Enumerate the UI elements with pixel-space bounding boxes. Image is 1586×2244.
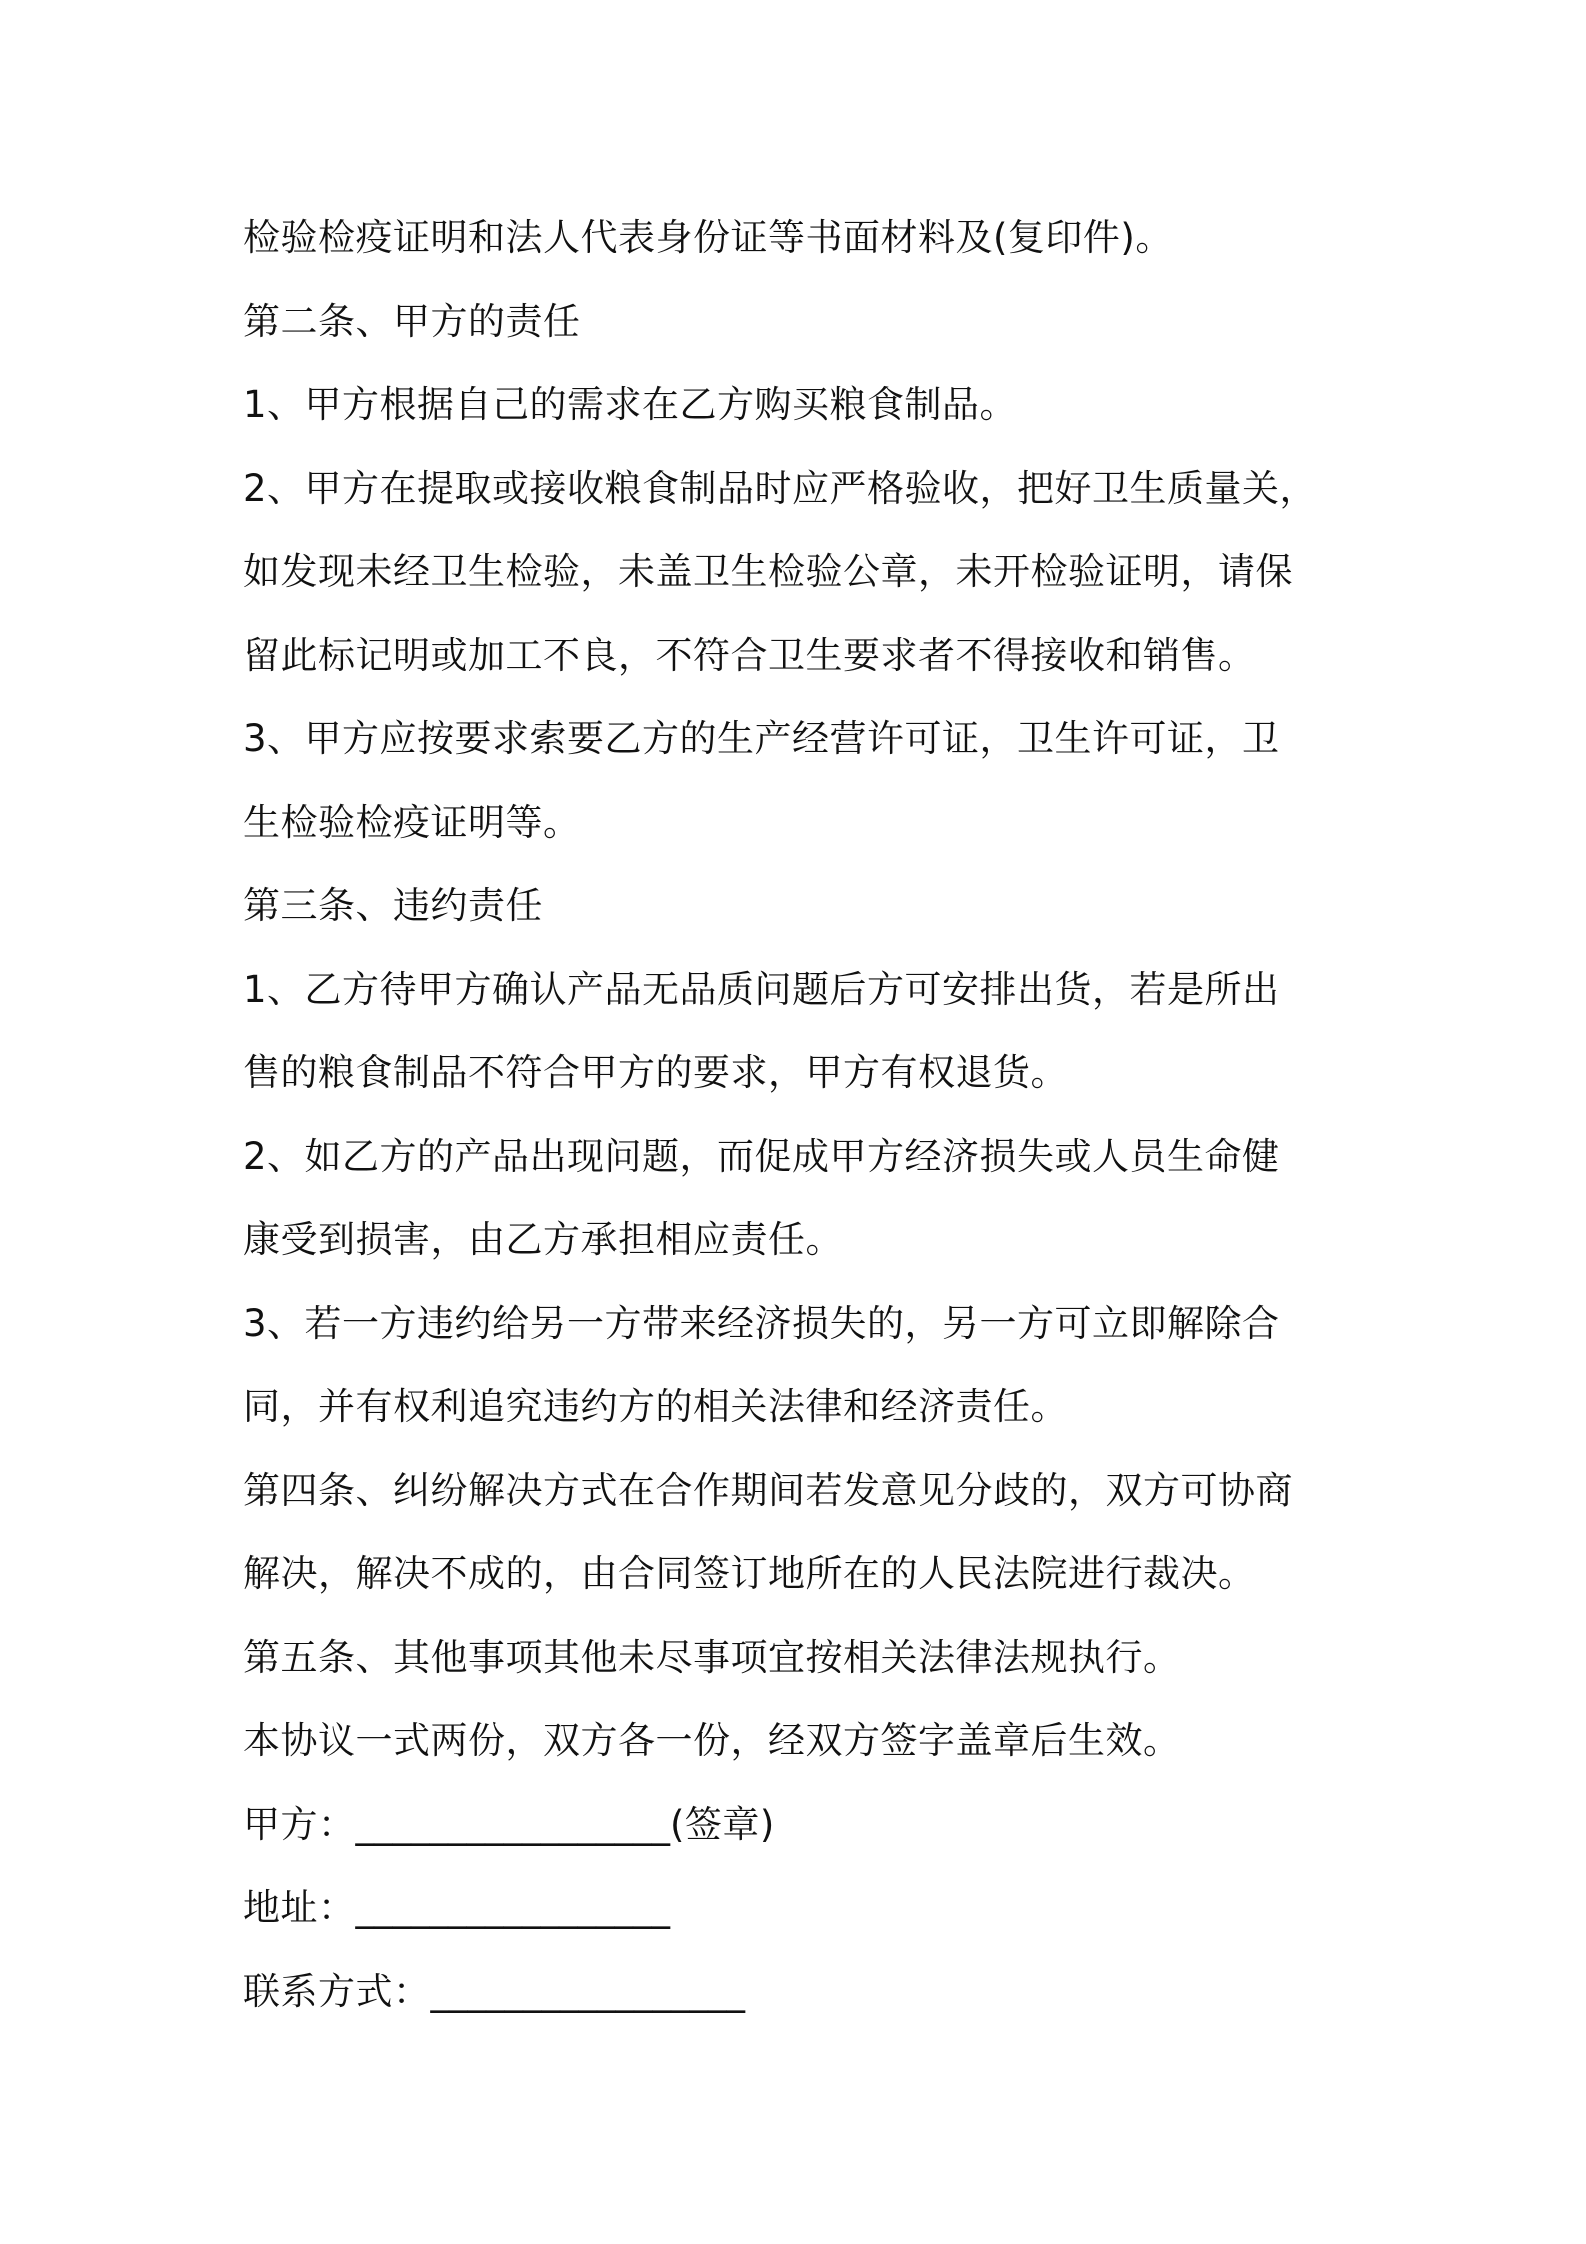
text-line: 2、甲方在提取或接收粮食制品时应严格验收，把好卫生质量关， xyxy=(243,466,1318,510)
contact-label: 联系方式： xyxy=(243,1969,431,2013)
text-line: 3、若一方违约给另一方带来经济损失的，另一方可立即解除合 xyxy=(243,1301,1280,1345)
text-line: 1、甲方根据自己的需求在乙方购买粮食制品。 xyxy=(243,383,1018,426)
party-a-signature-blank: _________________ xyxy=(355,1802,670,1846)
text-line: 第五条、其他事项其他未尽事项宜按相关法律法规执行。 xyxy=(243,1635,1181,1679)
text-line: 检验检疫证明和法人代表身份证等书面材料及(复印件)。 xyxy=(243,216,1173,259)
text-line: 3、甲方应按要求索要乙方的生产经营许可证，卫生许可证，卫 xyxy=(243,717,1280,760)
address-blank: _________________ xyxy=(355,1886,670,1929)
party-a-signature-line xyxy=(243,1783,1373,1867)
text-line: 解决，解决不成的，由合同签订地所在的人民法院进行裁决。 xyxy=(243,1552,1256,1595)
contact-blank: _________________ xyxy=(430,1969,745,2013)
section-heading: 第三条、违约责任 xyxy=(243,884,543,927)
text-line: 留此标记明或加工不良，不符合卫生要求者不得接收和销售。 xyxy=(243,633,1256,677)
document-body xyxy=(243,196,1373,2033)
address-label: 地址： xyxy=(243,1886,356,1929)
text-line: 本协议一式两份，双方各一份，经双方签字盖章后生效。 xyxy=(243,1719,1181,1762)
text-line: 如发现未经卫生检验，未盖卫生检验公章，未开检验证明，请保 xyxy=(243,550,1293,593)
text-line: 生检验检疫证明等。 xyxy=(243,800,581,844)
contact-line xyxy=(243,1950,1373,2034)
text-line: 同，并有权利追究违约方的相关法律和经济责任。 xyxy=(243,1385,1068,1428)
text-line: 康受到损害，由乙方承担相应责任。 xyxy=(243,1218,843,1261)
address-line xyxy=(243,1866,1373,1950)
section-heading: 第二条、甲方的责任 xyxy=(243,299,581,343)
text-line: 2、如乙方的产品出现问题，而促成甲方经济损失或人员生命健 xyxy=(243,1134,1280,1178)
text-line: 第四条、纠纷解决方式在合作期间若发意见分歧的，双方可协商 xyxy=(243,1468,1293,1512)
text-line: 售的粮食制品不符合甲方的要求，甲方有权退货。 xyxy=(243,1051,1068,1094)
party-a-label: 甲方： xyxy=(243,1802,356,1846)
party-a-seal-label: (签章) xyxy=(670,1802,775,1846)
text-line: 1、乙方待甲方确认产品无品质问题后方可安排出货，若是所出 xyxy=(243,967,1280,1011)
